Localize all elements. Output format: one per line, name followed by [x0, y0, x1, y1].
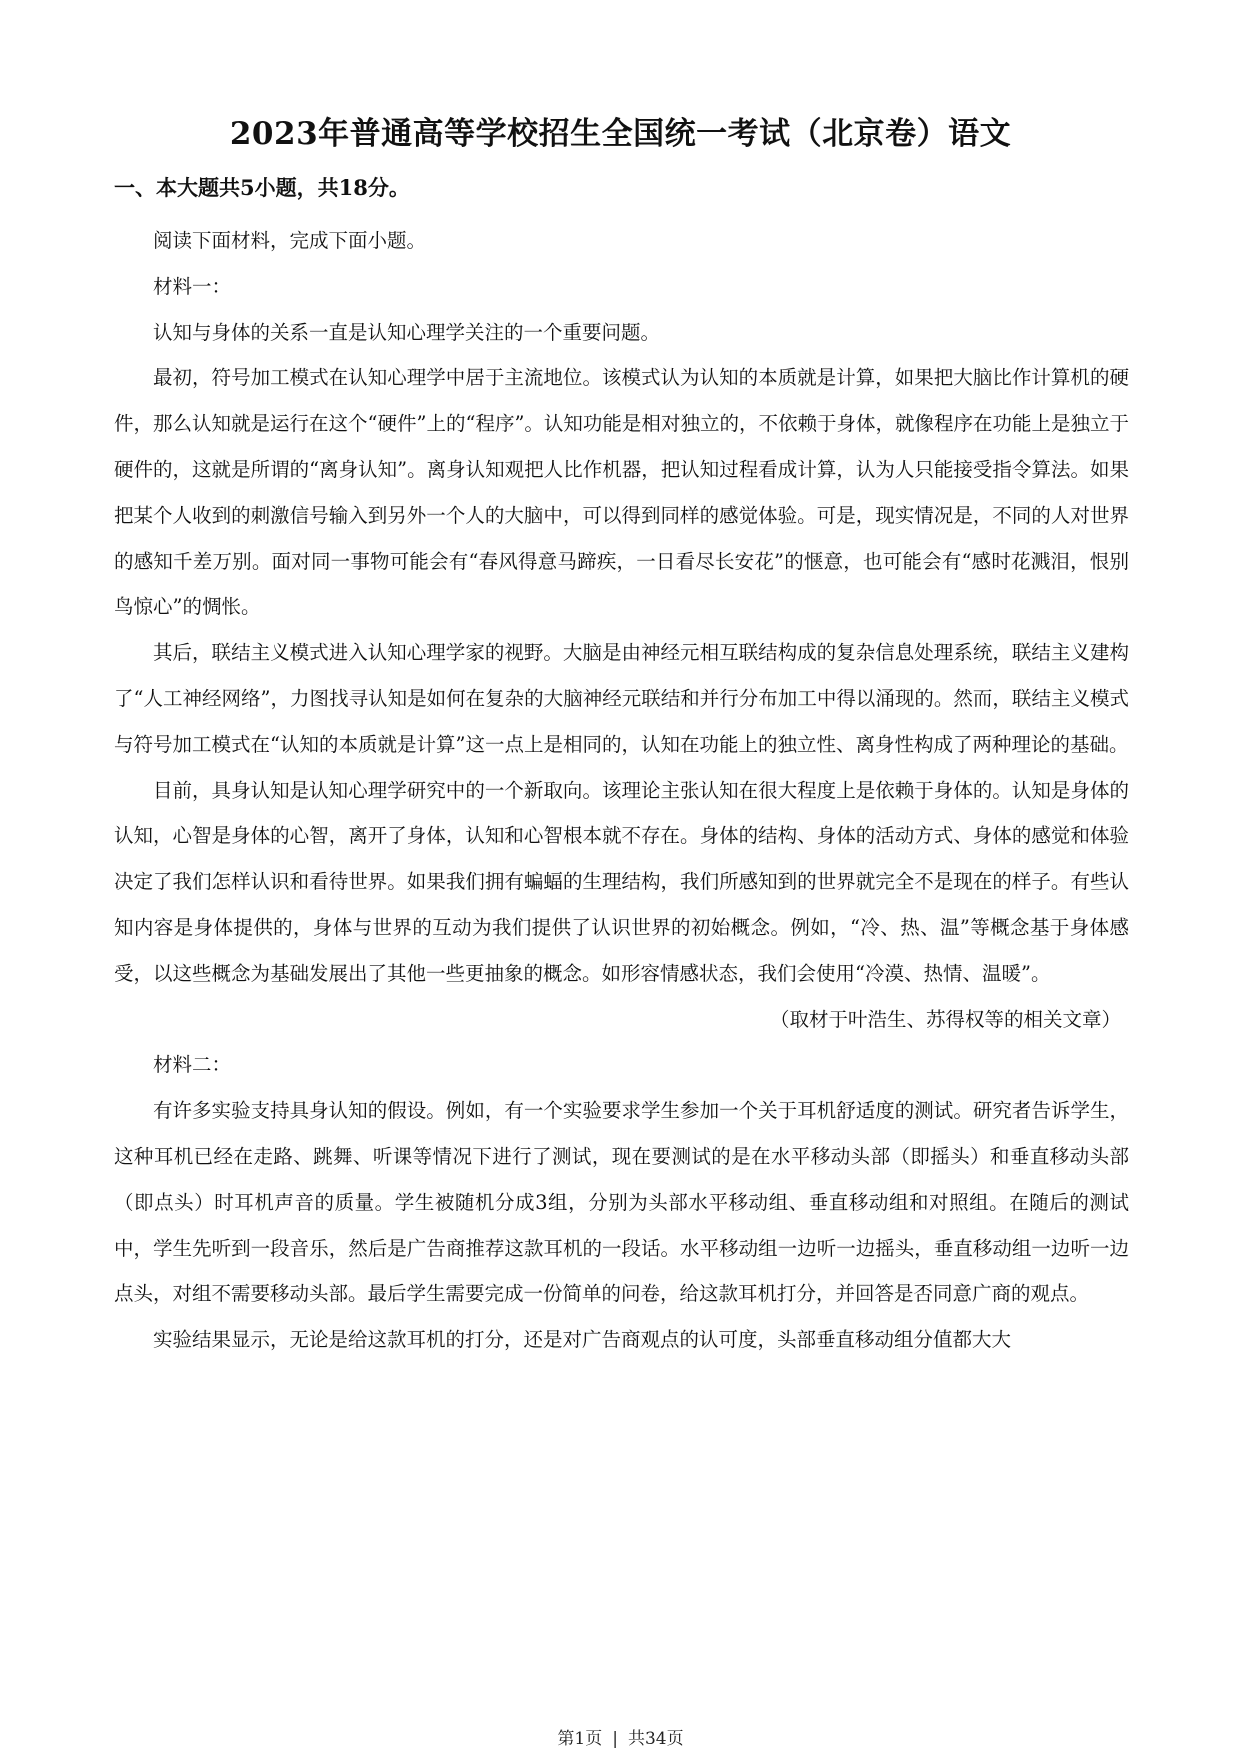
section-heading: 一、本大题共5小题，共18分。	[114, 175, 410, 200]
material2-paragraph: 有许多实验支持具身认知的假设。例如，有一个实验要求学生参加一个关于耳机舒适度的测试。研究者告诉学生，这种耳机已经在走路、跳舞、听课等情况下进行了测试，现在要测试的是在水平移动头部（即摇头）和垂直移动头部（即点头）时耳机声音的质量。学生被随机分成3组，分别为头部水平移动组、垂直移动组和对照组。在随后的测试中，学生先听到一段音乐，然后是广告商推荐这款耳机的一段话。水平移动组一边听一边摇头，垂直移动组一边听一边点头，对组不需要移动头部。最后学生需要完成一份简单的问卷，给这款耳机打分，并回答是否同意广商的观点。	[114, 1099, 1129, 1306]
material1-label: 材料一：	[153, 274, 232, 298]
document-body	[114, 218, 1129, 1363]
footer-separator: |	[612, 1729, 618, 1749]
material2-label: 材料二：	[153, 1053, 232, 1077]
material1-source: （取材于叶浩生、苏得权等的相关文章）	[769, 1007, 1121, 1031]
document-title: 2023年普通高等学校招生全国统一考试（北京卷）语文	[229, 116, 1012, 152]
material2-paragraph: 实验结果显示，无论是给这款耳机的打分，还是对广告商观点的认可度，头部垂直移动组分值都大大	[153, 1328, 1012, 1352]
page-number: 第1页	[557, 1729, 603, 1749]
page-total: 共34页	[627, 1729, 684, 1749]
page-footer	[0, 1724, 1241, 1749]
material1-paragraph: 最初，符号加工模式在认知心理学中居于主流地位。该模式认为认知的本质就是计算，如果把大脑比作计算机的硬件，那么认知就是运行在这个“硬件”上的“程序”。认知功能是相对独立的，不依赖于身体，就像程序在功能上是独立于硬件的，这就是所谓的“离身认知”。离身认知观把人比作机器，把认知过程看成计算，认为人只能接受指令算法。如果把某个人收到的刺激信号输入到另外一个人的大脑中，可以得到同样的感觉体验。可是，现实情况是，不同的人对世界的感知千差万别。面对同一事物可能会有“春风得意马蹄疾，一日看尽长安花”的惬意，也可能会有“感时花溅泪，恨别鸟惊心”的惆怅。	[114, 366, 1129, 619]
material1-paragraph: 目前，具身认知是认知心理学研究中的一个新取向。该理论主张认知在很大程度上是依赖于身体的。认知是身体的认知，心智是身体的心智，离开了身体，认知和心智根本就不存在。身体的结构、身体的活动方式、身体的感觉和体验决定了我们怎样认识和看待世界。如果我们拥有蝙蝠的生理结构，我们所感知到的世界就完全不是现在的样子。有些认知内容是身体提供的，身体与世界的互动为我们提供了认识世界的初始概念。例如，“冷、热、温”等概念基于身体感受，以这些概念为基础发展出了其他一些更抽象的概念。如形容情感状态，我们会使用“冷漠、热情、温暖”。	[114, 778, 1129, 985]
material1-paragraph: 其后，联结主义模式进入认知心理学家的视野。大脑是由神经元相互联结构成的复杂信息处理系统，联结主义建构了“人工神经网络”，力图找寻认知是如何在复杂的大脑神经元联结和并行分布加工中得以涌现的。然而，联结主义模式与符号加工模式在“认知的本质就是计算”这一点上是相同的，认知在功能上的独立性、离身性构成了两种理论的基础。	[114, 641, 1129, 756]
instruction-text: 阅读下面材料，完成下面小题。	[153, 229, 427, 252]
material1-paragraph: 认知与身体的关系一直是认知心理学关注的一个重要问题。	[153, 320, 661, 344]
